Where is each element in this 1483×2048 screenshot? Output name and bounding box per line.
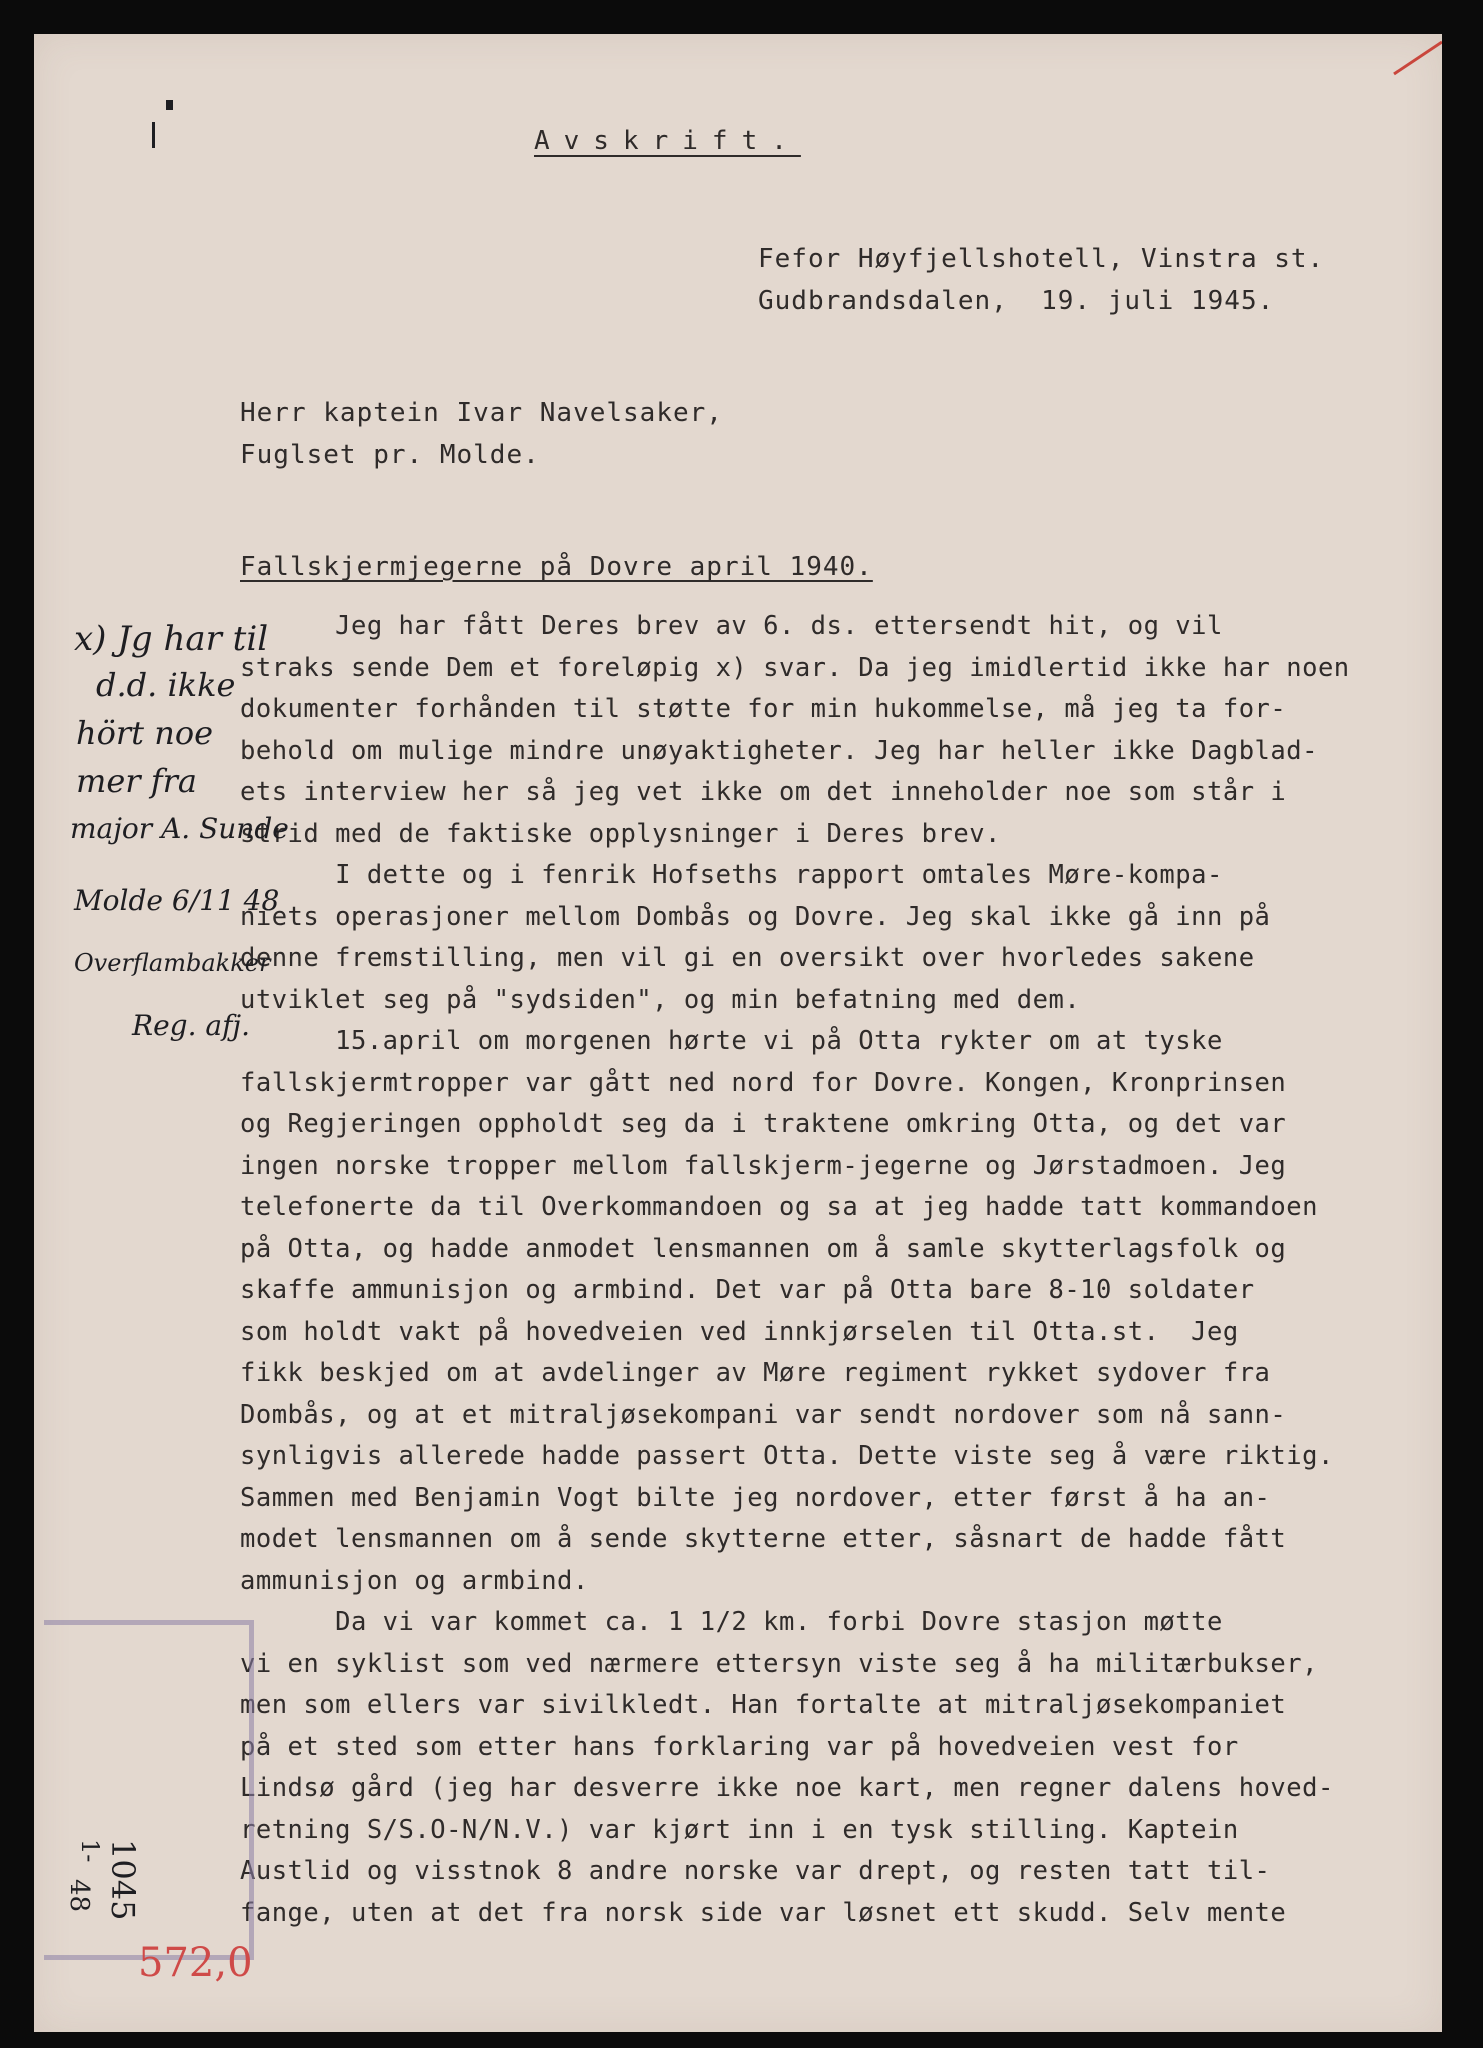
body-line: fange, uten at det fra norsk side var løsnet ett skudd. Selv mente xyxy=(240,1897,1287,1928)
body-line: vi en syklist som ved nærmere ettersyn viste seg å ha militærbukser, xyxy=(240,1648,1318,1679)
body-line: som holdt vakt på hovedveien ved innkjørselen til Otta.st. Jeg xyxy=(240,1316,1239,1347)
body-line: I dette og i fenrik Hofseths rapport omtales Møre-kompa- xyxy=(240,860,1223,890)
body-line: ammunisjon og armbind. xyxy=(240,1565,589,1596)
margin-note-line: d.d. ikke xyxy=(96,666,236,704)
body-line: strid med de faktiske opplysninger i Deres brev. xyxy=(240,818,1001,849)
body-line: skaffe ammunisjon og armbind. Det var på Otta bare 8-10 soldater xyxy=(240,1275,1255,1305)
body-line: på et sted som etter hans forklaring var på hovedveien vest for xyxy=(240,1731,1239,1762)
margin-note-line: major A. Sunde xyxy=(70,812,289,845)
body-line: Austlid og visstnok 8 andre norske var drept, og resten tatt til- xyxy=(240,1856,1271,1886)
body-line: behold om mulige mindre unøyaktigheter. Jeg har heller ikke Dagblad- xyxy=(240,735,1318,766)
ink-mark xyxy=(152,122,155,148)
margin-number: 48 xyxy=(64,1879,94,1913)
body-line: fallskjermtropper var gått ned nord for Dovre. Kongen, Kronprinsen xyxy=(240,1067,1287,1098)
body-line: straks sende Dem et foreløpig x) svar. Da jeg imidlertid ikke har noen xyxy=(240,652,1350,683)
subject-line: Fallskjermjegerne på Dovre april 1940. xyxy=(240,552,873,582)
body-line: 15.april om morgenen hørte vi på Otta rykter om at tyske xyxy=(240,1026,1223,1056)
body-line: Lindsø gård (jeg har desverre ikke noe kart, men regner dalens hoved- xyxy=(240,1773,1334,1803)
margin-note-line: hört noe xyxy=(76,714,214,752)
body-line: Da vi var kommet ca. 1 1/2 km. forbi Dovre stasjon møtte xyxy=(240,1607,1223,1637)
date-line: Gudbrandsdalen, 19. juli 1945. xyxy=(758,286,1275,316)
margin-number: 1045 xyxy=(104,1839,142,1921)
body-line: denne fremstilling, men vil gi en oversikt over hvorledes sakene xyxy=(240,943,1255,973)
body-line: og Regjeringen oppholdt seg da i traktene omkring Otta, og det var xyxy=(240,1109,1287,1139)
body-line: retning S/S.O-N/N.V.) var kjørt inn i en tysk stilling. Kaptein xyxy=(240,1814,1239,1845)
body-line: niets operasjoner mellom Dombås og Dovre. Jeg skal ikke gå inn på xyxy=(240,901,1271,932)
margin-note-line: Overflambakker xyxy=(74,949,271,977)
recipient-name: Herr kaptein Ivar Navelsaker, xyxy=(240,398,723,428)
margin-note-line: mer fra xyxy=(76,762,197,800)
body-line: synligvis allerede hadde passert Otta. Dette viste seg å være riktig. xyxy=(240,1441,1334,1471)
margin-note-line: Reg. afj. xyxy=(132,1009,251,1042)
body-line: ingen norske tropper mellom fallskjerm-jegerne og Jørstadmoen. Jeg xyxy=(240,1150,1287,1181)
letter-body xyxy=(240,606,1440,1934)
body-line: på Otta, og hadde anmodet lensmannen om å samle skytterlagsfolk og xyxy=(240,1233,1287,1264)
margin-number: 1- xyxy=(76,1839,104,1863)
document-title: Avskrift. xyxy=(534,126,801,156)
recipient-address: Fuglset pr. Molde. xyxy=(240,440,540,470)
red-check-mark xyxy=(1388,38,1442,78)
margin-note-line: x) Jg har til xyxy=(74,619,269,659)
body-line: telefonerte da til Overkommandoen og sa at jeg hadde tatt kommandoen xyxy=(240,1192,1318,1222)
body-line: fikk beskjed om at avdelinger av Møre regiment rykket sydover fra xyxy=(240,1358,1271,1388)
body-line: Sammen med Benjamin Vogt bilte jeg nordover, etter først å ha an- xyxy=(240,1482,1271,1513)
body-line: men som ellers var sivilkledt. Han fortalte at mitraljøsekompaniet xyxy=(240,1690,1287,1720)
ink-mark xyxy=(166,100,173,110)
body-line: modet lensmannen om å sende skytterne etter, såsnart de hadde fått xyxy=(240,1524,1287,1554)
body-line: utviklet seg på "sydsiden", og min befatning med dem. xyxy=(240,984,1081,1015)
document-page xyxy=(34,34,1442,2032)
body-line: dokumenter forhånden til støtte for min hukommelse, må jeg ta for- xyxy=(240,694,1287,724)
body-line: ets interview her så jeg vet ikke om det inneholder noe som står i xyxy=(240,777,1287,807)
margin-note-line: Molde 6/11 48 xyxy=(74,884,280,917)
body-line: Dombås, og at et mitraljøsekompani var sendt nordover som nå sann- xyxy=(240,1399,1287,1430)
body-line: Jeg har fått Deres brev av 6. ds. ettersendt hit, og vil xyxy=(240,611,1223,641)
place-line: Fefor Høyfjellshotell, Vinstra st. xyxy=(758,244,1325,274)
red-archive-number: 572,0 xyxy=(138,1940,253,1986)
